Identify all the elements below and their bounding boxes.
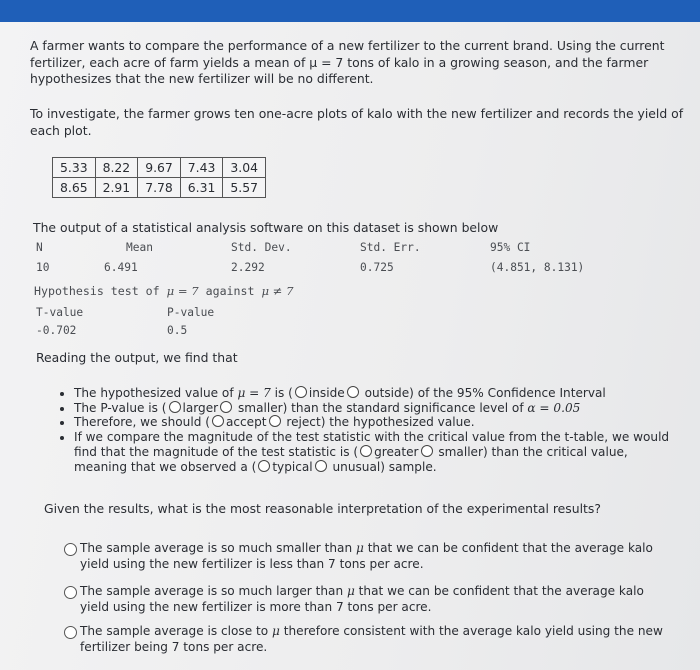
hypothesis-text: Hypothesis test of	[34, 284, 167, 298]
hypothesis-null: μ = 7	[166, 284, 199, 298]
radio-smaller-2[interactable]	[421, 445, 433, 457]
hypothesis-against: against	[198, 284, 262, 298]
list-item: • If we compare the magnitude of the test statistic with the critical value from the t-table, we would find that the magnitude of the test statistic is ( greater smaller) than the critical value, meaning that we observed a ( typical unusual) sample.	[74, 430, 684, 474]
header-ci: 95% CI	[490, 241, 531, 254]
radio-reject[interactable]	[269, 415, 281, 427]
table-cell: 2.91	[95, 178, 138, 198]
radio-button[interactable]	[64, 626, 77, 639]
value-n: 10	[36, 261, 50, 274]
table-cell: 7.43	[180, 158, 223, 178]
mu-symbol: μ	[346, 584, 355, 598]
radio-greater[interactable]	[360, 445, 372, 457]
p-value-label: P-value	[167, 306, 215, 319]
radio-button[interactable]	[64, 543, 77, 556]
value-std-err: 0.725	[360, 261, 394, 274]
table-cell: 5.57	[223, 178, 266, 198]
intro-paragraph-2: To investigate, the farmer grows ten one-acre plots of kalo with the new fertilizer and records the yield of each plot.	[30, 106, 684, 138]
header-std-err: Std. Err.	[360, 241, 421, 254]
radio-typical[interactable]	[258, 460, 270, 472]
table-cell: 3.04	[223, 158, 266, 178]
list-item: • The hypothesized value of μ = 7 is ( inside outside) of the 95% Confidence Interval	[74, 386, 684, 401]
t-value: -0.702	[36, 324, 77, 337]
mu-symbol: μ	[272, 624, 280, 638]
answer-option-1[interactable]: The sample average is so much smaller than μ that we can be confident that the average kalo yield using the new fertilizer is less than 7 tons per acre.	[64, 541, 664, 572]
radio-button[interactable]	[64, 586, 77, 599]
mu-symbol: μ	[355, 541, 364, 555]
question-page	[0, 22, 700, 670]
table-cell: 8.65	[53, 178, 96, 198]
table-row	[53, 158, 266, 178]
table-cell: 8.22	[95, 158, 138, 178]
mu-symbol: μ = 7	[237, 386, 271, 400]
question-text: Given the results, what is the most reasonable interpretation of the experimental results?	[44, 501, 601, 516]
header-mean: Mean	[126, 241, 153, 254]
p-value: 0.5	[167, 324, 188, 337]
table-cell: 9.67	[138, 158, 181, 178]
list-item: • The P-value is ( larger smaller) than the standard significance level of α = 0.05	[74, 401, 684, 416]
table-row	[53, 178, 266, 198]
list-item: • Therefore, we should ( accept reject) the hypothesized value.	[74, 415, 684, 430]
radio-outside[interactable]	[347, 386, 359, 398]
t-value-label: T-value	[36, 306, 84, 319]
hypothesis-alt: μ ≠ 7	[261, 284, 294, 298]
browser-top-bar	[0, 0, 700, 22]
header-std-dev: Std. Dev.	[231, 241, 292, 254]
table-cell: 7.78	[138, 178, 181, 198]
radio-accept[interactable]	[212, 415, 224, 427]
intro-paragraph: A farmer wants to compare the performance of a new fertilizer to the current brand. Using the current fertilizer, each acre of farm yields a mean of μ = 7 tons of kalo in a growing season, and the farmer hypothesizes that the new fertilizer will be no different.	[30, 38, 665, 86]
data-table	[52, 157, 266, 198]
value-mean: 6.491	[104, 261, 138, 274]
header-n: N	[36, 241, 43, 254]
findings-list	[58, 386, 684, 474]
hypothesis-line	[34, 284, 293, 298]
radio-larger[interactable]	[169, 401, 181, 413]
answer-option-2[interactable]: The sample average is so much larger than μ that we can be confident that the average kalo yield using the new fertilizer is more than 7 tons per acre.	[64, 584, 664, 615]
radio-smaller[interactable]	[220, 401, 232, 413]
table-cell: 6.31	[180, 178, 223, 198]
table-cell: 5.33	[53, 158, 96, 178]
value-std-dev: 2.292	[231, 261, 265, 274]
alpha-value: α = 0.05	[527, 400, 581, 415]
radio-unusual[interactable]	[315, 460, 327, 472]
output-lead: The output of a statistical analysis software on this dataset is shown below	[33, 220, 499, 235]
answer-option-3[interactable]: The sample average is close to μ therefore consistent with the average kalo yield using the new fertilizer being 7 tons per acre.	[64, 624, 664, 655]
reading-text: Reading the output, we find that	[36, 350, 238, 365]
value-ci: (4.851, 8.131)	[490, 261, 585, 274]
radio-inside[interactable]	[295, 386, 307, 398]
